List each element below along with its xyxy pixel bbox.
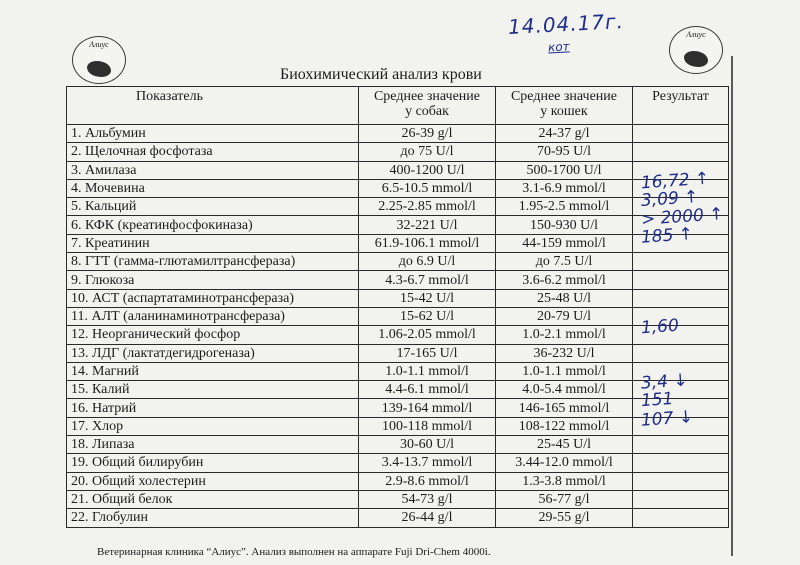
indicator-cell: 2. Щелочная фосфотаза [67,143,359,161]
cats-range-cell: 56-77 g/l [496,490,633,508]
cats-range-cell: 29-55 g/l [496,509,633,527]
result-cell [633,436,729,454]
cats-range-cell: 70-95 U/l [496,143,633,161]
table-row [67,234,729,252]
table-row [67,125,729,143]
table-row [67,143,729,161]
cats-range-cell: 1.3-3.8 mmol/l [496,472,633,490]
footer-note: Ветеринарная клиника “Алиус”. Анализ выполнен на аппарате Fuji Dri-Chem 4000i. [97,546,491,558]
dogs-range-cell: 4.4-6.1 mmol/l [359,381,496,399]
handwritten-result: 3,4 ↓ [640,370,689,394]
dogs-range-cell: 2.9-8.6 mmol/l [359,472,496,490]
dogs-range-cell: до 75 U/l [359,143,496,161]
handwritten-result: 151 [640,389,675,412]
cats-range-cell: 44-159 mmol/l [496,234,633,252]
indicator-cell: 15. Калий [67,381,359,399]
cats-range-cell: 108-122 mmol/l [496,417,633,435]
cats-range-cell: 1.95-2.5 mmol/l [496,198,633,216]
cats-range-cell: 25-48 U/l [496,289,633,307]
handwritten-result: 185 ↑ [640,223,694,248]
result-cell [633,143,729,161]
dogs-range-cell: 30-60 U/l [359,436,496,454]
indicator-cell: 20. Общий холестерин [67,472,359,490]
clinic-logo-right [669,26,723,74]
dogs-range-cell: 1.0-1.1 mmol/l [359,362,496,380]
dogs-range-cell: 26-44 g/l [359,509,496,527]
dogs-range-cell: 139-164 mmol/l [359,399,496,417]
result-cell [633,271,729,289]
result-cell [633,454,729,472]
table-row [67,216,729,234]
indicator-cell: 12. Неорганический фосфор [67,326,359,344]
cats-range-cell: 20-79 U/l [496,307,633,325]
result-cell [633,472,729,490]
handwritten-result: 107 ↓ [640,406,694,431]
dogs-range-cell: 32-221 U/l [359,216,496,234]
table-row [67,344,729,362]
dogs-range-cell: 4.3-6.7 mmol/l [359,271,496,289]
indicator-cell: 9. Глюкоза [67,271,359,289]
blood-test-table [66,86,729,528]
bird-icon [87,61,111,77]
dogs-range-cell: 100-118 mmol/l [359,417,496,435]
document-title: Биохимический анализ крови [280,66,482,83]
result-cell [633,315,729,344]
indicator-cell: 4. Мочевина [67,179,359,197]
header-dogs-line1: Среднее значение [373,89,481,104]
result-cell [633,125,729,143]
table-row [67,326,729,344]
result-cell [633,406,729,435]
indicator-cell: 19. Общий билирубин [67,454,359,472]
bird-icon [684,51,708,67]
dogs-range-cell: до 6.9 U/l [359,253,496,271]
cats-range-cell: 1.0-1.1 mmol/l [496,362,633,380]
handwritten-result: 3,09 ↑ [640,187,700,212]
header-dogs-line2: у собак [405,104,449,119]
table-row [67,436,729,454]
indicator-cell: 22. Глобулин [67,509,359,527]
cats-range-cell: 150-930 U/l [496,216,633,234]
cats-range-cell: 1.0-2.1 mmol/l [496,326,633,344]
indicator-cell: 11. АЛТ (аланинаминотрансфераза) [67,307,359,325]
header-cats-line2: у кошек [540,104,588,119]
cats-range-cell: 146-165 mmol/l [496,399,633,417]
indicator-cell: 13. ЛДГ (лактатдегидрогеназа) [67,344,359,362]
table-row [67,417,729,435]
dogs-range-cell: 2.25-2.85 mmol/l [359,198,496,216]
dogs-range-cell: 400-1200 U/l [359,161,496,179]
clinic-logo-text: Алиус [89,40,109,49]
handwritten-date: 14.04.17г. [507,8,625,40]
indicator-cell: 8. ГТТ (гамма-глютамилтрансфераза) [67,253,359,271]
cats-range-cell: 36-232 U/l [496,344,633,362]
dogs-range-cell: 6.5-10.5 mmol/l [359,179,496,197]
header-cats [496,87,633,125]
dogs-range-cell: 17-165 U/l [359,344,496,362]
cats-range-cell: 3.1-6.9 mmol/l [496,179,633,197]
table-row [67,179,729,197]
indicator-cell: 3. Амилаза [67,161,359,179]
dogs-range-cell: 61.9-106.1 mmol/l [359,234,496,252]
dogs-range-cell: 54-73 g/l [359,490,496,508]
table-row [67,307,729,325]
clinic-logo-left [72,36,126,84]
result-cell [633,509,729,527]
dogs-range-cell: 15-42 U/l [359,289,496,307]
clinic-logo-text: Алиус [686,30,706,39]
indicator-cell: 7. Креатинин [67,234,359,252]
cats-range-cell: 3.6-6.2 mmol/l [496,271,633,289]
table-row [67,362,729,380]
indicator-cell: 21. Общий белок [67,490,359,508]
cats-range-cell: 24-37 g/l [496,125,633,143]
dogs-range-cell: 3.4-13.7 mmol/l [359,454,496,472]
table-row [67,161,729,179]
indicator-cell: 1. Альбумин [67,125,359,143]
scan-edge-line [731,56,733,556]
handwritten-result: > 2000 ↑ [640,204,725,231]
indicator-cell: 16. Натрий [67,399,359,417]
indicator-cell: 10. АСТ (аспартатаминотрансфераза) [67,289,359,307]
handwritten-result: 16,72 ↑ [640,168,710,194]
table-row [67,271,729,289]
header-result: Результат [633,87,729,125]
table-row [67,198,729,216]
handwritten-result: 1,60 [640,315,680,339]
cats-range-cell: 25-45 U/l [496,436,633,454]
table-row [67,253,729,271]
table-row [67,381,729,399]
indicator-cell: 5. Кальций [67,198,359,216]
handwritten-species: кот [547,39,570,55]
table-row [67,509,729,527]
indicator-cell: 6. КФК (креатинфосфокиназа) [67,216,359,234]
cats-range-cell: 4.0-5.4 mmol/l [496,381,633,399]
indicator-cell: 14. Магний [67,362,359,380]
result-cell [633,223,729,252]
table-row [67,454,729,472]
dogs-range-cell: 1.06-2.05 mmol/l [359,326,496,344]
header-indicator: Показатель [67,87,359,125]
result-cell [633,253,729,271]
table-row [67,289,729,307]
table-header-row [67,87,729,125]
indicator-cell: 18. Липаза [67,436,359,454]
header-dogs [359,87,496,125]
cats-range-cell: 3.44-12.0 mmol/l [496,454,633,472]
dogs-range-cell: 15-62 U/l [359,307,496,325]
result-cell [633,490,729,508]
dogs-range-cell: 26-39 g/l [359,125,496,143]
table-row [67,490,729,508]
header-cats-line1: Среднее значение [510,89,618,104]
indicator-cell: 17. Хлор [67,417,359,435]
table-row [67,472,729,490]
result-cell [633,344,729,362]
result-cell [633,289,729,307]
cats-range-cell: до 7.5 U/l [496,253,633,271]
table-row [67,399,729,417]
cats-range-cell: 500-1700 U/l [496,161,633,179]
